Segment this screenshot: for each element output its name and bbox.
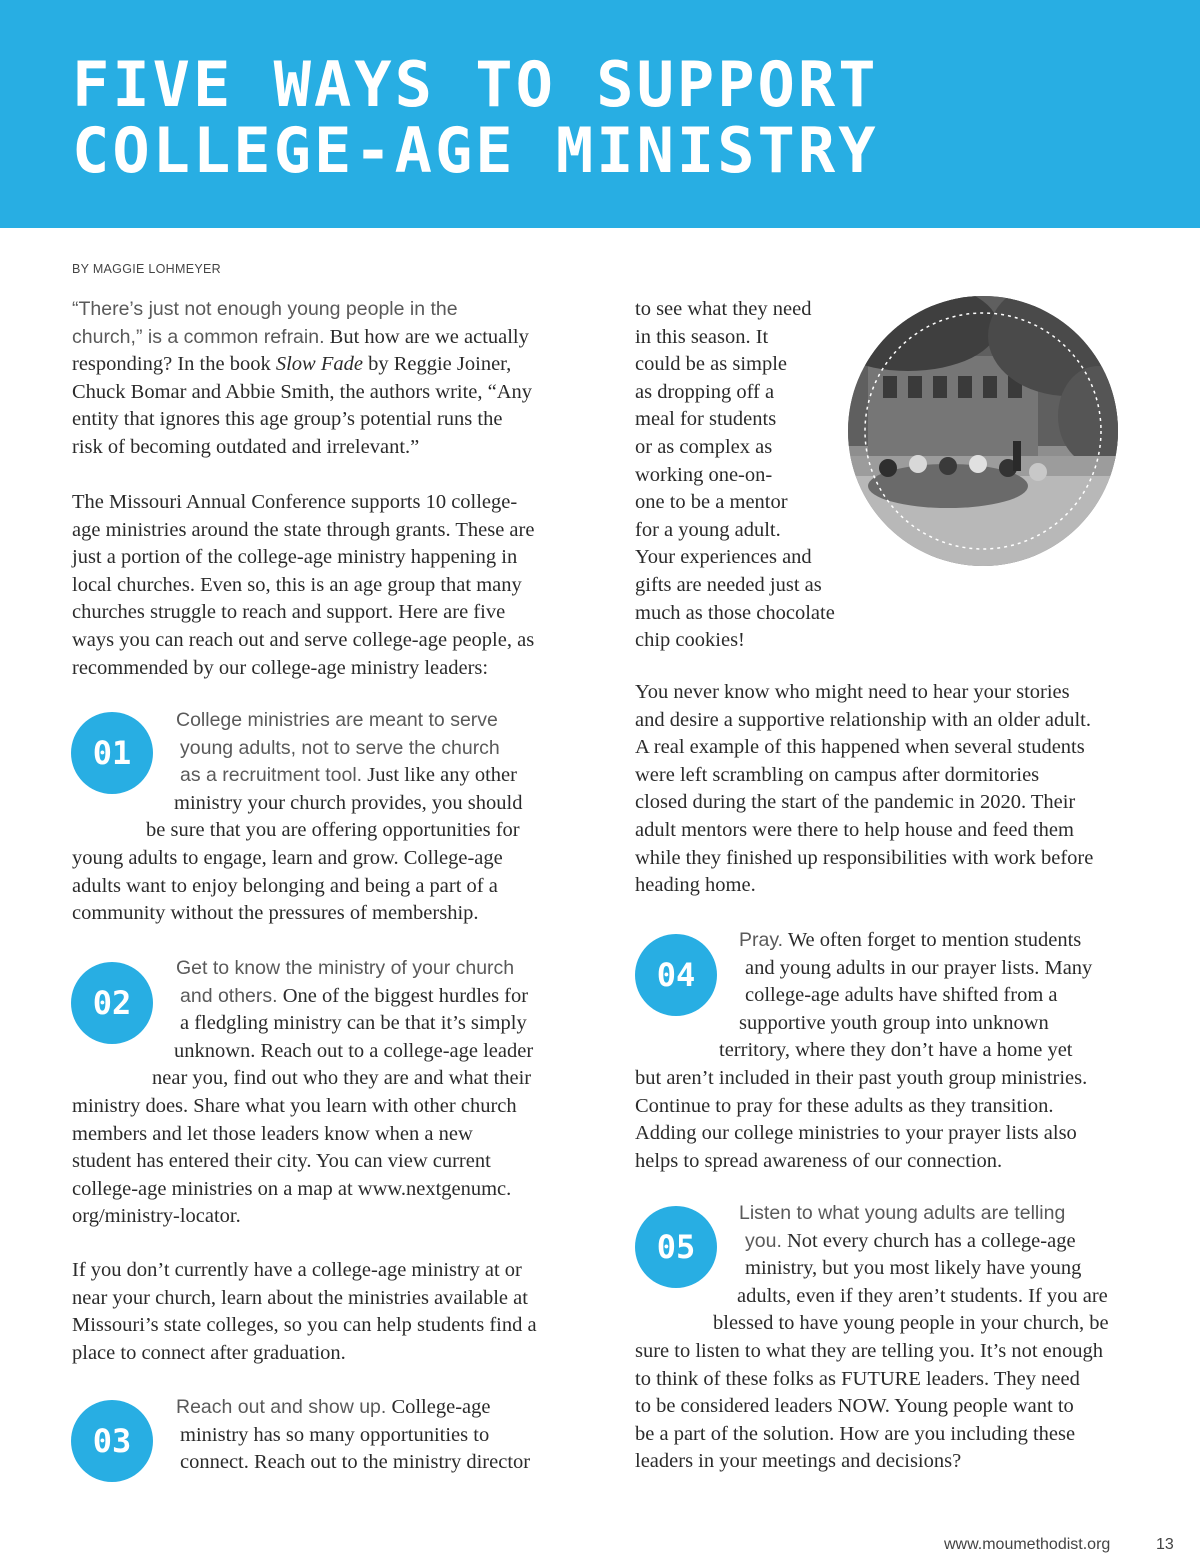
tip-text: to think of these folks as FUTURE leaders. They need: [635, 1367, 1080, 1390]
paragraph-line: as dropping off a: [635, 380, 775, 403]
tip-text: One of the biggest hurdles for: [277, 984, 529, 1007]
paragraph-line: in this season. It: [635, 325, 769, 348]
paragraph-line: ways you can reach out and serve college-age people, as: [72, 628, 535, 651]
tip-text: but aren’t included in their past youth group ministries.: [635, 1066, 1088, 1089]
tip-number-badge: 03: [71, 1400, 153, 1482]
tip-lead: Reach out and show up.: [176, 1396, 387, 1418]
intro-text: But how are we actually: [324, 325, 529, 348]
paragraph-line: age ministries around the state through grants. These are: [72, 518, 535, 541]
tip-lead: Get to know the ministry of your church: [176, 957, 515, 979]
tip-text: to be considered leaders NOW. Young people want to: [635, 1395, 1074, 1418]
paragraph-line: heading home.: [635, 874, 756, 897]
students-photo: [848, 296, 1118, 566]
tip-text: adults, even if they aren’t students. If you are: [737, 1284, 1108, 1307]
paragraph-line: near your church, learn about the ministries available at: [72, 1286, 528, 1309]
tip-number-badge: 01: [71, 712, 153, 794]
paragraph-line: were left scrambling on campus after dormitories: [635, 763, 1040, 786]
tip-text: connect. Reach out to the ministry director: [180, 1451, 531, 1474]
intro-text: entity that ignores this age group’s potential runs the: [72, 408, 503, 431]
students-photo-illustration: [848, 296, 1118, 566]
paragraph-line: while they finished up responsibilities with work before: [635, 846, 1094, 869]
tip-text: ministry, but you most likely have young: [745, 1257, 1082, 1280]
tip-text: College-age: [386, 1396, 491, 1418]
paragraph-line: place to connect after graduation.: [72, 1341, 346, 1364]
paragraph-line: one to be a mentor: [635, 491, 788, 514]
paragraph-line: A real example of this happened when several students: [635, 736, 1085, 759]
tip-text: student has entered their city. You can view current: [72, 1150, 491, 1173]
book-title: Slow Fade: [275, 353, 363, 376]
tip-lead: Listen to what young adults are telling: [739, 1202, 1066, 1224]
intro-text: Chuck Bomar and Abbie Smith, the authors write, “Any: [72, 380, 533, 403]
paragraph-line: recommended by our college-age ministry leaders:: [72, 656, 489, 679]
paragraph-line: or as complex as: [635, 435, 773, 458]
tip-number-badge: 04: [635, 934, 717, 1016]
paragraph-line: adult mentors were there to help house and feed them: [635, 818, 1074, 841]
paragraph-line: The Missouri Annual Conference supports 10 college-: [72, 491, 518, 513]
tip-text: be a part of the solution. How are you including these: [635, 1422, 1076, 1445]
page-number: 13: [1156, 1536, 1174, 1553]
tip-01: [72, 707, 522, 928]
paragraph-line: Your experiences and: [635, 546, 812, 569]
tip-lead: College ministries are meant to serve: [176, 709, 498, 731]
tip-number-badge: 02: [71, 962, 153, 1044]
paragraph-line: meal for students: [635, 408, 777, 431]
tip-text: college-age ministries on a map at www.nextgenumc.: [72, 1177, 512, 1200]
tip-text: leaders in your meetings and decisions?: [635, 1450, 962, 1473]
tip-text: We often forget to mention students: [783, 929, 1082, 951]
tip-text: territory, where they don’t have a home yet: [719, 1039, 1073, 1062]
mentor-paragraph: [635, 679, 1093, 900]
tip-lead: you.: [745, 1229, 782, 1252]
paragraph-line: local churches. Even so, this is an age group that many: [72, 573, 522, 596]
intro-text: by Reggie Joiner,: [362, 353, 512, 376]
intro-lead-line: church,” is a common refrain.: [72, 325, 325, 348]
tip-text: Not every church has a college-age: [781, 1229, 1076, 1252]
tip-04: [635, 927, 1092, 1175]
paragraph-line: much as those chocolate: [635, 601, 835, 624]
tip-text: a fledgling ministry can be that it’s simply: [180, 1012, 527, 1035]
paragraph-line: for a young adult.: [635, 518, 781, 541]
tip-text: Continue to pray for these adults as they transition.: [635, 1094, 1054, 1117]
tip-text: supportive youth group into unknown: [739, 1011, 1049, 1034]
tip-text: Just like any other: [362, 764, 517, 787]
tip-text: ministry your church provides, you should: [174, 791, 523, 814]
paragraph-line: gifts are needed just as: [635, 573, 822, 596]
tip-03-continued: [635, 296, 835, 655]
tip-text: ministry has so many opportunities to: [180, 1423, 490, 1446]
title-line-2: COLLEGE-AGE MINISTRY: [72, 114, 879, 187]
paragraph-line: churches struggle to reach and support. Here are five: [72, 601, 506, 624]
tip-text: helps to spread awareness of our connection.: [635, 1149, 1003, 1172]
tip-number-badge: 05: [635, 1206, 717, 1288]
title-banner: [0, 0, 1200, 228]
page-title: [72, 48, 879, 187]
tip-text: blessed to have young people in your church, be: [713, 1312, 1109, 1335]
intro-paragraph: [72, 296, 532, 462]
intro-text: risk of becoming outdated and irrelevant.”: [72, 435, 420, 458]
tip-text: org/ministry-locator.: [72, 1205, 241, 1228]
paragraph-line: just a portion of the college-age ministry happening in: [72, 546, 518, 569]
conference-paragraph: [72, 489, 534, 682]
tip-text: ministry does. Share what you learn with other church: [72, 1094, 517, 1117]
tip-text: be sure that you are offering opportunities for: [146, 819, 520, 842]
tip-text: adults want to enjoy belonging and being a part of a: [72, 874, 498, 897]
paragraph-line: You never know who might need to hear your stories: [635, 681, 1070, 703]
tip-02: [72, 955, 533, 1231]
paragraph-line: closed during the start of the pandemic in 2020. Their: [635, 791, 1076, 814]
tip-05: [635, 1200, 1109, 1476]
tip-lead: young adults, not to serve the church: [180, 736, 500, 759]
tip-text: community without the pressures of membership.: [72, 902, 479, 925]
no-ministry-paragraph: [72, 1257, 537, 1367]
tip-lead: as a recruitment tool.: [180, 764, 363, 787]
paragraph-line: chip cookies!: [635, 629, 745, 652]
intro-lead-line: “There’s just not enough young people in the: [72, 298, 458, 320]
paragraph-line: to see what they need: [635, 298, 812, 320]
tip-text: young adults to engage, learn and grow. College-age: [72, 846, 503, 869]
tip-text: Adding our college ministries to your prayer lists also: [635, 1122, 1077, 1145]
tip-text: unknown. Reach out to a college-age leader: [174, 1039, 534, 1062]
tip-03: [72, 1394, 530, 1477]
website-url[interactable]: www.moumethodist.org: [944, 1536, 1111, 1553]
tip-text: and young adults in our prayer lists. Many: [745, 956, 1093, 979]
tip-text: sure to listen to what they are telling you. It’s not enough: [635, 1339, 1103, 1362]
paragraph-line: Missouri’s state colleges, so you can help students find a: [72, 1314, 537, 1337]
paragraph-line: working one-on-: [635, 463, 773, 486]
tip-text: near you, find out who they are and what their: [152, 1067, 532, 1090]
tip-text: members and let those leaders know when a new: [72, 1122, 473, 1145]
byline: BY MAGGIE LOHMEYER: [72, 262, 221, 276]
intro-text: responding? In the book: [72, 353, 276, 376]
paragraph-line: and desire a supportive relationship with an older adult.: [635, 708, 1092, 731]
tip-lead: Pray.: [739, 929, 784, 951]
title-line-1: FIVE WAYS TO SUPPORT: [72, 48, 879, 121]
tip-text: college-age adults have shifted from a: [745, 984, 1058, 1007]
paragraph-line: If you don’t currently have a college-age ministry at or: [72, 1259, 522, 1281]
paragraph-line: could be as simple: [635, 353, 788, 376]
tip-lead: and others.: [180, 984, 278, 1007]
